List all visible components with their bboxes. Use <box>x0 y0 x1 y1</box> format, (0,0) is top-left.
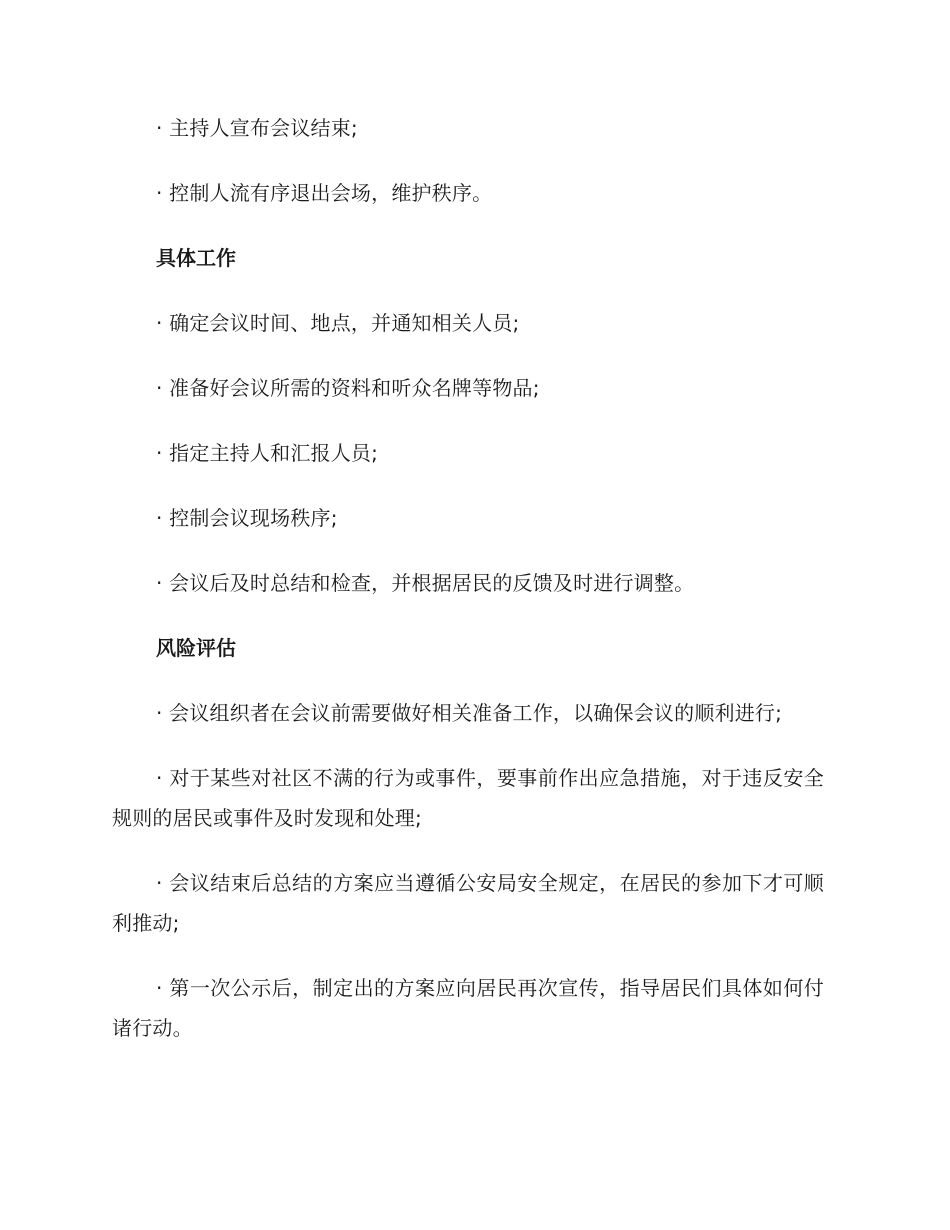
paragraph-emergency-measures: · 对于某些对社区不满的行为或事件，要事前作出应急措施，对于违反安全规则的居民或事件及时发现和处理; <box>112 766 824 830</box>
paragraph-follow-regulations: · 会议结束后总结的方案应当遵循公安局安全规定，在居民的参加下才可顺利推动; <box>112 871 824 935</box>
paragraph-end-announcement: · 主持人宣布会议结束; <box>156 116 358 140</box>
paragraph-prepare-materials: · 准备好会议所需的资料和听众名牌等物品; <box>156 376 540 400</box>
document-body <box>112 108 824 1073</box>
paragraph-organizer-preparation: · 会议组织者在会议前需要做好相关准备工作，以确保会议的顺利进行; <box>156 701 783 725</box>
section-heading-risk-assessment: 风险评估 <box>156 636 236 660</box>
paragraph-assign-host: · 指定主持人和汇报人员; <box>156 441 379 465</box>
paragraph-control-order: · 控制会议现场秩序; <box>156 506 338 530</box>
paragraph-confirm-time-place: · 确定会议时间、地点，并通知相关人员; <box>156 311 520 335</box>
section-heading-specific-work: 具体工作 <box>156 246 236 270</box>
paragraph-crowd-control: · 控制人流有序退出会场，维护秩序。 <box>156 181 493 205</box>
paragraph-summarize-adjust: · 会议后及时总结和检查，并根据居民的反馈及时进行调整。 <box>156 571 695 595</box>
paragraph-publicize-plan: · 第一次公示后，制定出的方案应向居民再次宣传，指导居民们具体如何付诸行动。 <box>112 976 824 1040</box>
